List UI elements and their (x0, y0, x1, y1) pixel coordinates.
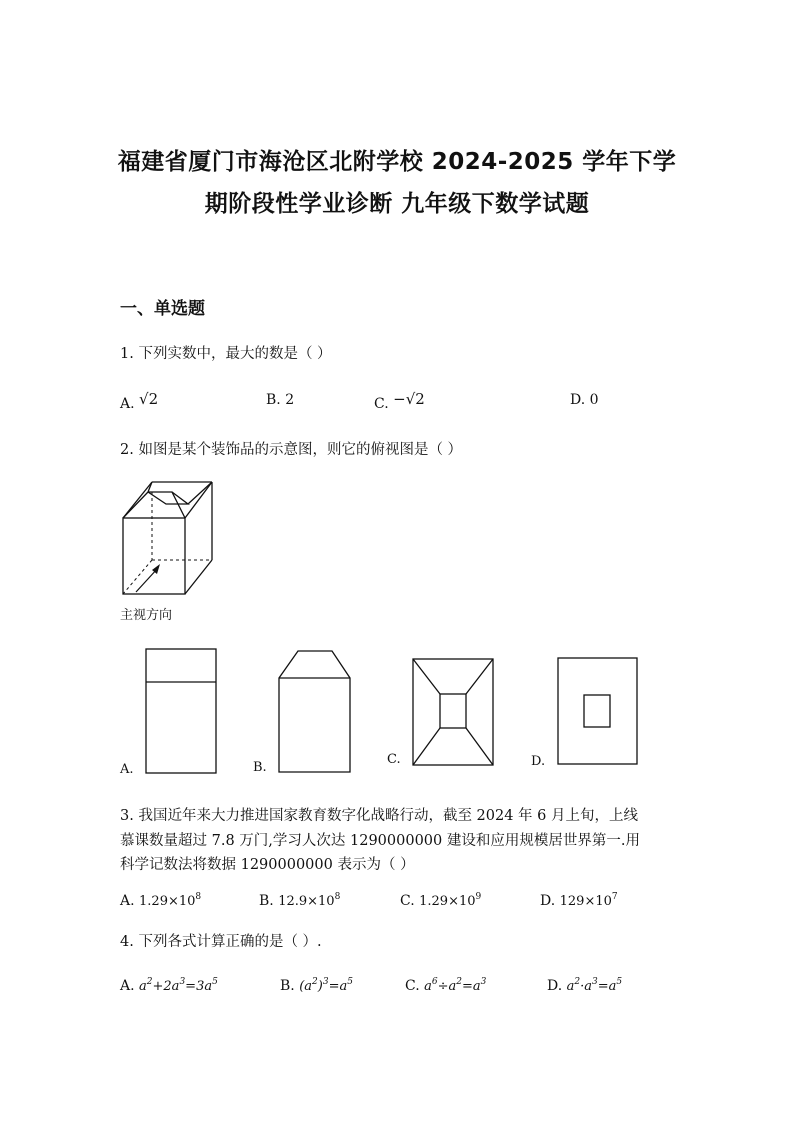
q3-option-d (540, 892, 618, 909)
q2-option-a-label: A. (120, 762, 134, 777)
q3-option-b (259, 892, 340, 909)
q2-option-b-label: B. (253, 760, 267, 775)
q1-option-c (374, 390, 425, 412)
q4-option-c (405, 977, 486, 994)
question-3-line3: 科学记数法将数据 1290000000 表示为（ ） (120, 857, 415, 873)
q4-option-d-expression: $a^2\cdot a^3=a^5$ (566, 977, 623, 994)
q4-option-b-expression: $(a^2)^3=a^5$ (299, 977, 353, 994)
q3-option-d-exponent: 7 (611, 892, 618, 902)
decoration-3d-figure (118, 474, 218, 602)
q3-option-b-exponent: 8 (334, 892, 341, 902)
q3-option-b-label: B. (259, 893, 274, 909)
q4-option-c-expression: $a^6\div a^2=a^3$ (424, 977, 487, 994)
q3-option-b-value: 12.9×10 (278, 894, 335, 909)
q1-option-c-value: −√2 (393, 390, 425, 408)
q3-option-c-exponent: 9 (475, 892, 482, 902)
q4-option-d (547, 977, 622, 994)
question-3-line1: 3. 我国近年来大力推进国家教育数字化战略行动，截至 2024 年 6 月上旬，上线 (120, 808, 639, 824)
q1-option-a (120, 390, 159, 412)
q4-option-a-expression: $a^2+2a^3=3a^5$ (139, 977, 218, 994)
q1-option-b: B. 2 (266, 392, 295, 408)
q3-option-d-label: D. (540, 893, 556, 909)
q2-option-a-figure (145, 648, 219, 776)
q4-option-d-label: D. (547, 978, 563, 994)
q1-option-a-value: √2 (139, 390, 159, 408)
q4-option-a-label: A. (120, 978, 135, 994)
q2-option-d-label: D. (531, 754, 546, 769)
q4-option-a (120, 977, 218, 994)
q3-option-a-exponent: 8 (195, 892, 202, 902)
q3-option-c (400, 892, 481, 909)
question-2-stem: 2. 如图是某个装饰品的示意图，则它的俯视图是（ ） (120, 442, 463, 458)
exam-title-line1: 福建省厦门市海沧区北附学校 2024-2025 学年下学 (117, 149, 677, 175)
q4-option-c-label: C. (405, 978, 420, 994)
q4-option-b (280, 977, 353, 994)
q2-option-c-figure (412, 658, 496, 768)
q3-option-d-value: 129×10 (559, 894, 612, 909)
q1-option-c-label: C. (374, 396, 389, 412)
q2-option-c-label: C. (387, 752, 401, 767)
q1-option-d: D. 0 (570, 392, 599, 408)
q2-option-d-figure (557, 657, 639, 767)
q3-option-c-label: C. (400, 893, 415, 909)
q3-option-c-value: 1.29×10 (419, 894, 476, 909)
q4-option-b-label: B. (280, 978, 295, 994)
q1-option-a-label: A. (120, 396, 135, 412)
question-3-line2: 慕课数量超过 7.8 万门,学习人次达 1290000000 建设和应用规模居世界第一.用 (120, 833, 640, 849)
figure-caption: 主视方向 (120, 608, 173, 623)
q2-option-b-figure (278, 650, 352, 774)
question-4-stem: 4. 下列各式计算正确的是（ ）. (120, 934, 322, 950)
q3-option-a-value: 1.29×10 (139, 894, 196, 909)
exam-title-line2: 期阶段性学业诊断 九年级下数学试题 (204, 191, 590, 217)
q3-option-a-label: A. (120, 893, 135, 909)
q3-option-a (120, 892, 201, 909)
section-heading: 一、单选题 (120, 299, 205, 319)
question-1-stem: 1. 下列实数中，最大的数是（ ） (120, 346, 332, 362)
